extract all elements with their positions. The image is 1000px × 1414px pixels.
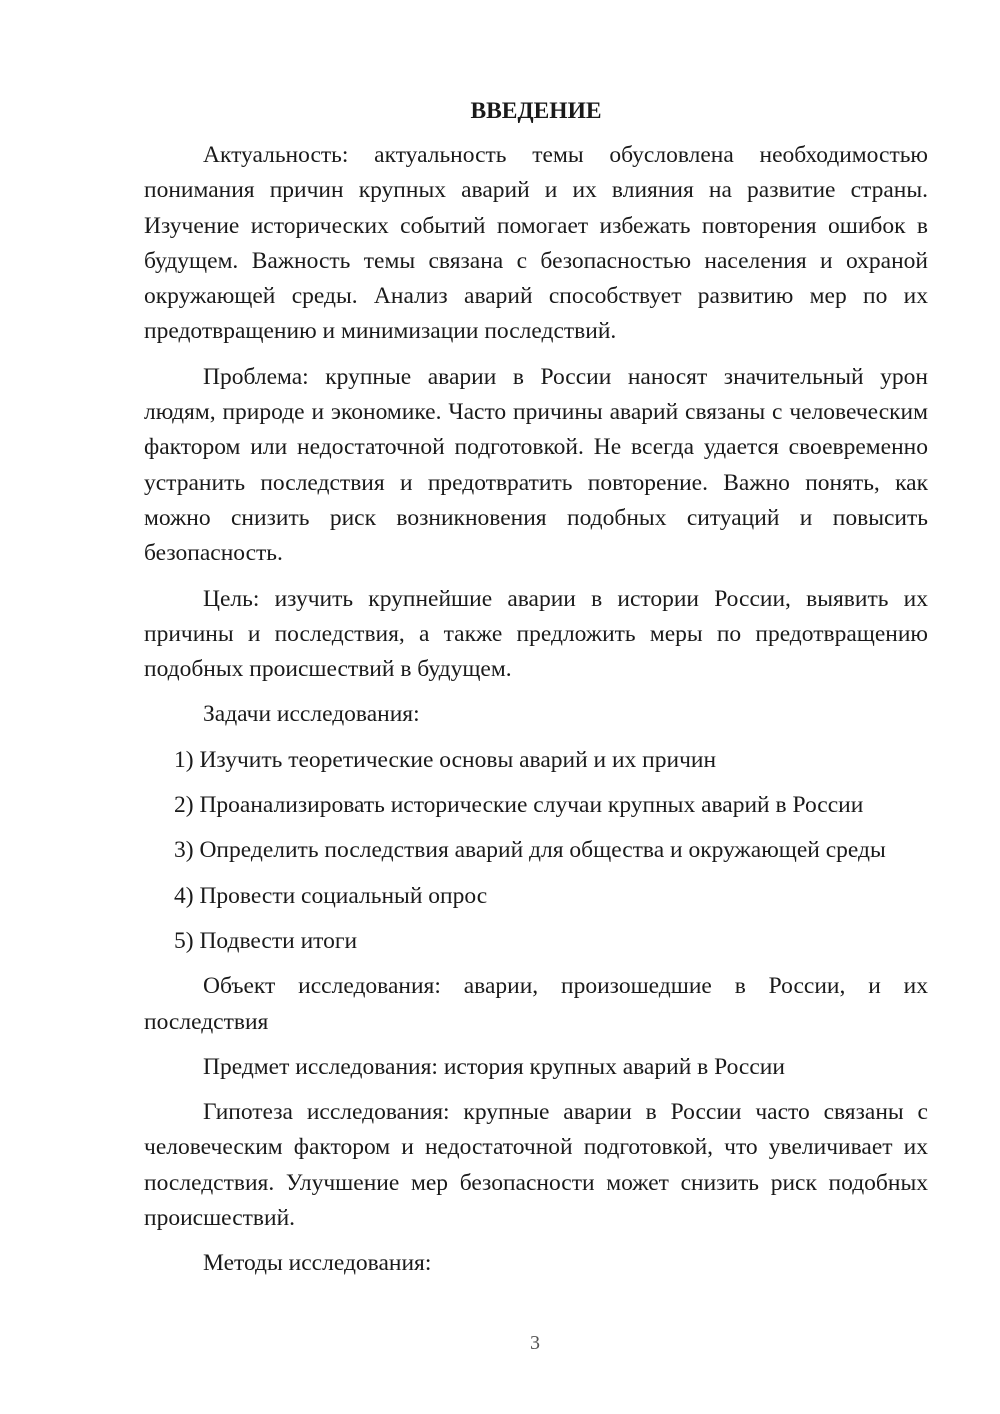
methods-label: Методы исследования: (203, 1250, 432, 1277)
list-item: 5) Подвести итоги (174, 927, 358, 954)
paragraph-goal: Цель: изучить крупнейшие аварии в истории России, выявить их причины и последствия, а также предложить меры по предотвращению подобных происшествий в будущем. (144, 585, 928, 683)
paragraph-relevance: Актуальность: актуальность темы обусловлена необходимостью понимания причин крупных аварий и их влияния на развитие страны. Изучение исторических событий помогает избежать повторения ошибок в будущем. Важность темы связана с безопасностью населения и охраной окружающей среды. Анализ аварий способствует развитию мер по их предотвращению и минимизации последствий. (144, 142, 928, 345)
page-content (144, 96, 928, 1292)
list-item: 3) Определить последствия аварий для общества и окружающей среды (174, 837, 886, 864)
paragraph-hypothesis: Гипотеза исследования: крупные аварии в России часто связаны с человеческим фактором и недостаточной подготовкой, что увеличивает их последствия. Улучшение мер безопасности может снизить риск подобных происшествий. (144, 1099, 928, 1232)
page-number: 3 (530, 1332, 540, 1354)
tasks-list (144, 743, 928, 959)
paragraph-problem: Проблема: крупные аварии в России наносят значительный урон людям, природе и экономике. Часто причины аварий связаны с человеческим фактором или недостаточной подготовкой. Не всегда удается своевременно устранить последствия и предотвратить повторение. Важно понять, как можно снизить риск возникновения подобных ситуаций и повысить безопасность. (144, 363, 928, 567)
section-title: ВВЕДЕНИЕ (470, 98, 602, 124)
list-item: 2) Проанализировать исторические случаи крупных аварий в России (174, 792, 864, 819)
tasks-label: Задачи исследования: (203, 701, 420, 728)
paragraph-subject: Предмет исследования: история крупных аварий в России (203, 1053, 785, 1080)
list-item: 4) Провести социальный опрос (174, 882, 488, 909)
list-item: 1) Изучить теоретические основы аварий и их причин (174, 746, 717, 773)
paragraph-object: Объект исследования: аварии, произошедшие в России, и их последствия (144, 973, 928, 1035)
